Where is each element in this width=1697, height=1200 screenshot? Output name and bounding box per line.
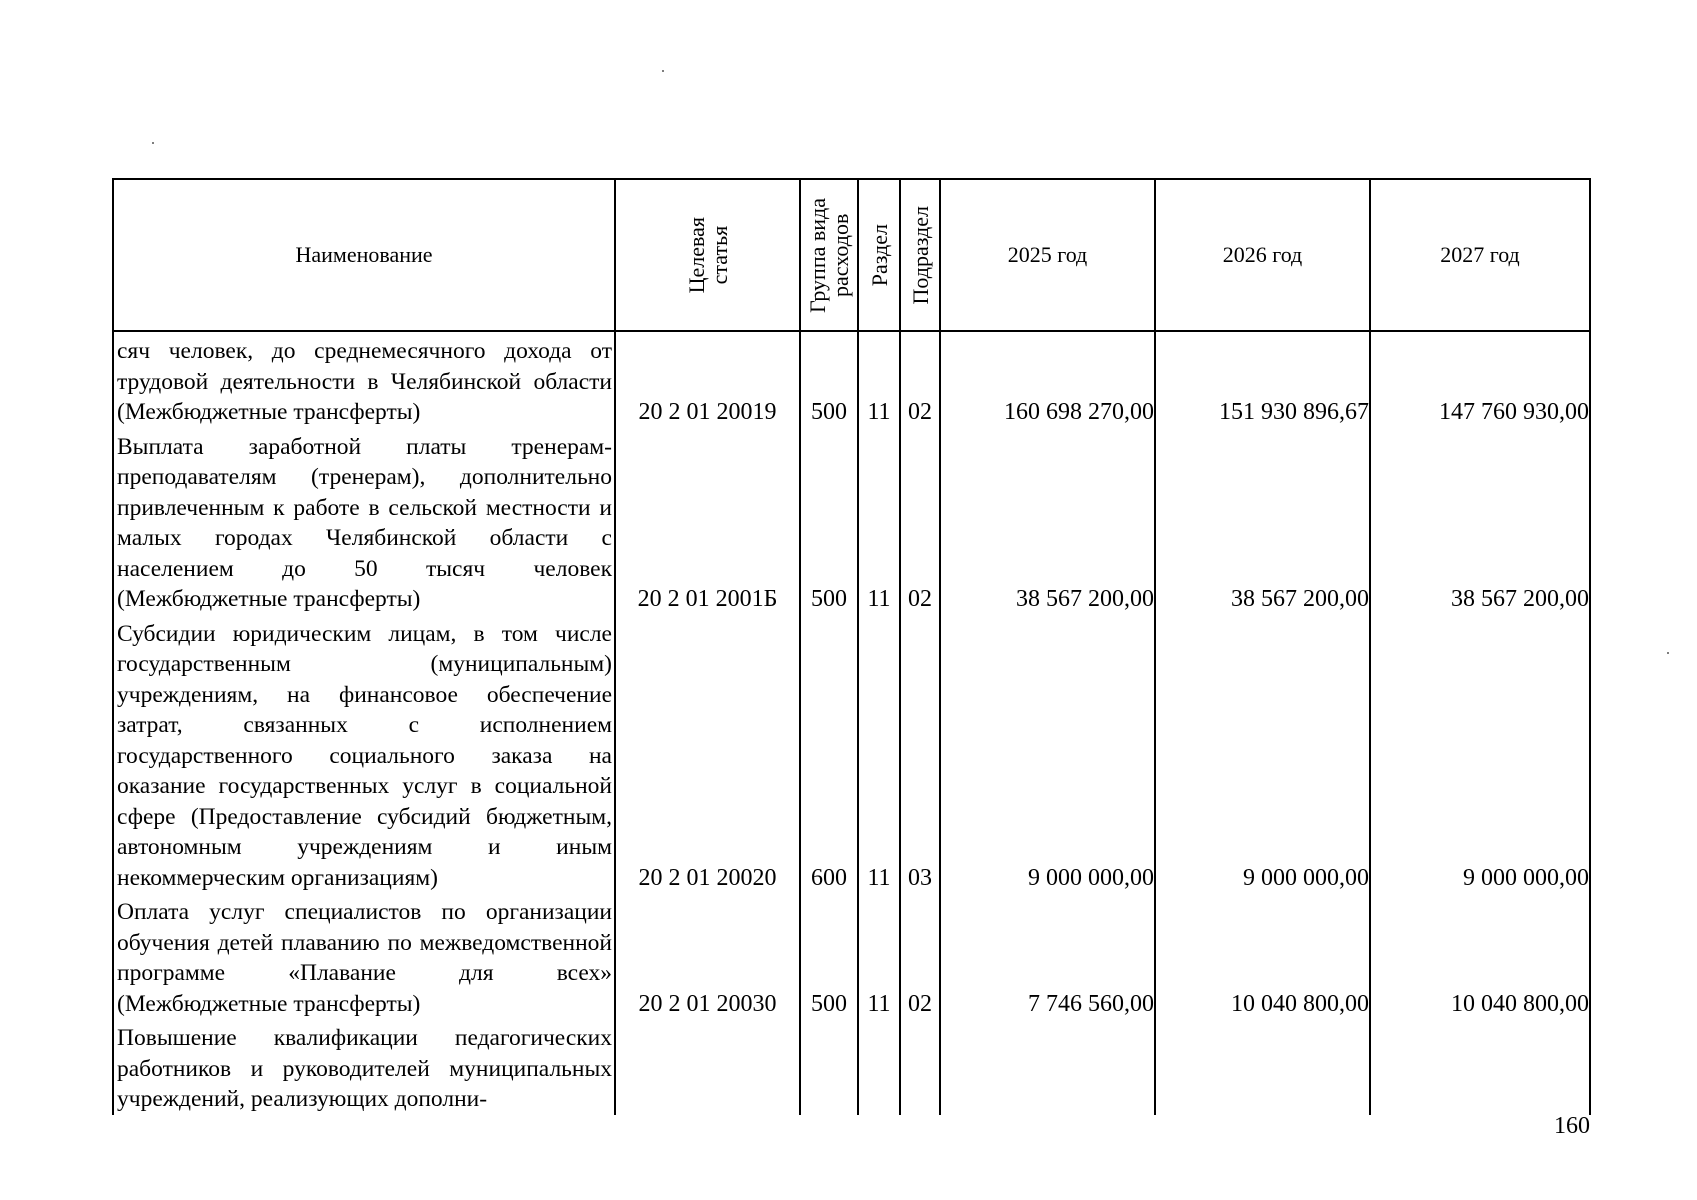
row-amount-2025: 160 698 270,00: [940, 331, 1155, 428]
row-amount-2026: [1155, 1019, 1370, 1115]
row-name: Выплата заработной платы тренерам-преподавателям (тренерам), дополнительно привлеченным к работе в сельской местности и малых городах Челябинской области с населением до 50 тысяч человек (Межбюджетные трансферты): [113, 428, 615, 615]
row-amount-2027: 38 567 200,00: [1370, 428, 1590, 615]
table-row: [113, 331, 1590, 428]
header-target-article: [615, 179, 800, 331]
row-amount-2027: 10 040 800,00: [1370, 893, 1590, 1019]
row-subsection: 03: [900, 615, 940, 894]
row-amount-2025: 38 567 200,00: [940, 428, 1155, 615]
row-expense-group: 500: [800, 428, 858, 615]
row-name: сяч человек, до среднемесячного дохода от трудовой деятельности в Челябинской области (Межбюджетные трансферты): [113, 331, 615, 428]
row-target-article: 20 2 01 20020: [615, 615, 800, 894]
row-amount-2025: 7 746 560,00: [940, 893, 1155, 1019]
row-target-article: 20 2 01 20019: [615, 331, 800, 428]
header-expense-group-label: Группа вида расходов: [805, 197, 853, 313]
row-amount-2025: 9 000 000,00: [940, 615, 1155, 894]
table-row: [113, 428, 1590, 615]
table-header-row: [113, 179, 1590, 331]
row-amount-2026: 9 000 000,00: [1155, 615, 1370, 894]
row-section: 11: [858, 893, 900, 1019]
header-year-2027: 2027 год: [1370, 179, 1590, 331]
row-name: Оплата услуг специалистов по организации обучения детей плаванию по межведомственной программе «Плавание для всех» (Межбюджетные трансферты): [113, 893, 615, 1019]
row-amount-2025: [940, 1019, 1155, 1115]
row-expense-group: 500: [800, 893, 858, 1019]
table-row: [113, 615, 1590, 894]
row-target-article: 20 2 01 2001Б: [615, 428, 800, 615]
scan-speck: [152, 142, 154, 144]
row-expense-group: 600: [800, 615, 858, 894]
row-name: Субсидии юридическим лицам, в том числе государственным (муниципальным) учреждениям, на финансовое обеспечение затрат, связанных с исполнением государственного социального заказа на оказание государственных услуг в социальной сфере (Предоставление субсидий бюджетным, автономным учреждениям и иным некоммерческим организациям): [113, 615, 615, 894]
header-year-2025: 2025 год: [940, 179, 1155, 331]
header-section: [858, 179, 900, 331]
row-section: [858, 1019, 900, 1115]
row-amount-2027: 147 760 930,00: [1370, 331, 1590, 428]
scan-speck: [662, 70, 664, 72]
row-section: 11: [858, 331, 900, 428]
row-target-article: 20 2 01 20030: [615, 893, 800, 1019]
row-name: Повышение квалификации педагогических работников и руководителей муниципальных учреждений, реализующих дополни-: [113, 1019, 615, 1115]
page-number: 160: [1554, 1113, 1590, 1139]
row-subsection: 02: [900, 893, 940, 1019]
header-section-label: Раздел: [866, 223, 892, 287]
header-target-article-label: Целевая статья: [683, 216, 732, 294]
row-target-article: [615, 1019, 800, 1115]
header-year-2026: 2026 год: [1155, 179, 1370, 331]
row-section: 11: [858, 615, 900, 894]
row-subsection: 02: [900, 331, 940, 428]
table-row: [113, 893, 1590, 1019]
row-expense-group: [800, 1019, 858, 1115]
header-name: Наименование: [113, 179, 615, 331]
header-subsection: [900, 179, 940, 331]
header-expense-group: [800, 179, 858, 331]
row-expense-group: 500: [800, 331, 858, 428]
row-amount-2027: [1370, 1019, 1590, 1115]
row-amount-2026: 38 567 200,00: [1155, 428, 1370, 615]
row-subsection: 02: [900, 428, 940, 615]
table-row: [113, 1019, 1590, 1115]
row-amount-2027: 9 000 000,00: [1370, 615, 1590, 894]
row-amount-2026: 151 930 896,67: [1155, 331, 1370, 428]
scan-speck: [1667, 652, 1669, 654]
row-subsection: [900, 1019, 940, 1115]
row-section: 11: [858, 428, 900, 615]
budget-table: [112, 178, 1591, 1115]
row-amount-2026: 10 040 800,00: [1155, 893, 1370, 1019]
header-subsection-label: Подраздел: [907, 205, 933, 305]
